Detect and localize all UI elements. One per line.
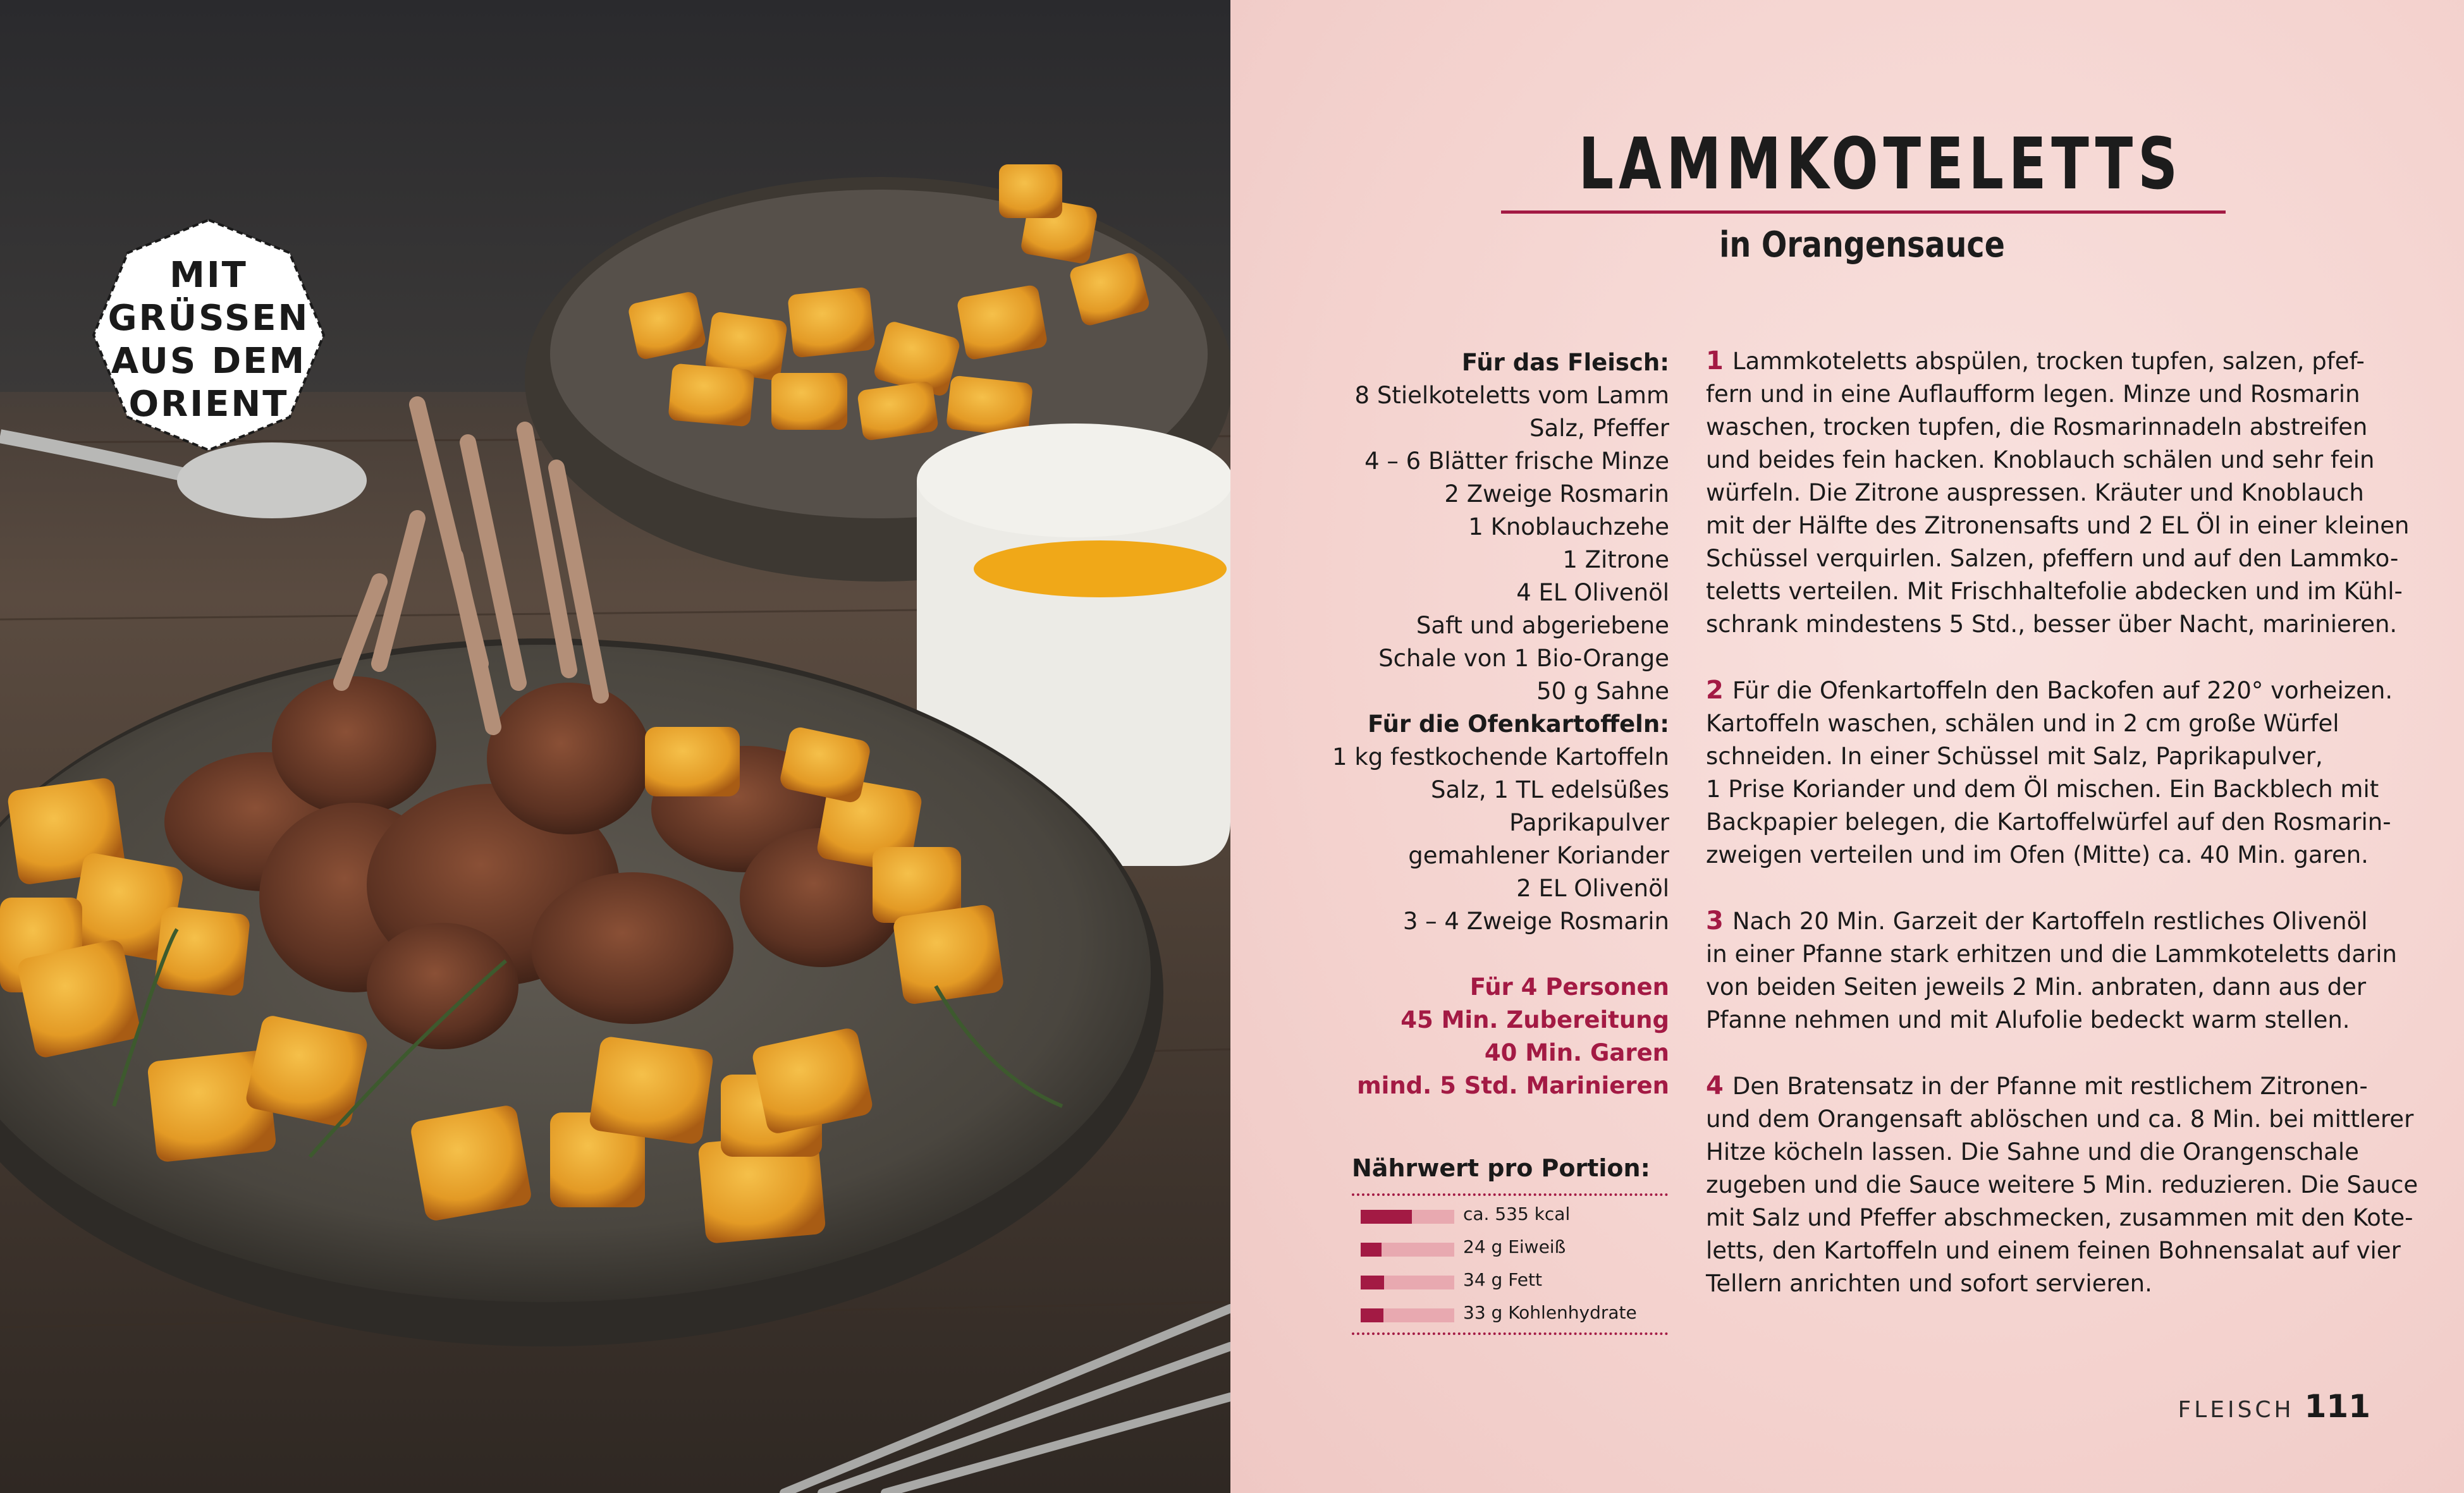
meta-item: 40 Min. Garen [1484, 1039, 1669, 1066]
step-line: würfeln. Die Zitrone auspressen. Kräuter und Knoblauch [1706, 479, 2364, 506]
step-line: Backpapier belegen, die Kartoffelwürfel auf den Rosmarin- [1706, 808, 2391, 836]
ingredient-item: Saft und abgeriebene [1416, 612, 1669, 639]
section-name: FLEISCH [2178, 1397, 2295, 1423]
recipe-subtitle: in Orangensauce [1719, 224, 2005, 265]
ingredient-item: 3 – 4 Zweige Rosmarin [1402, 908, 1669, 935]
recipe-title: LAMMKOTELETTS [1578, 123, 2183, 205]
ingredient-item: Paprikapulver [1509, 809, 1669, 836]
meta-item: Für 4 Personen [1469, 973, 1669, 1001]
ingredient-item: Schale von 1 Bio-Orange [1378, 645, 1669, 672]
title-divider [1501, 210, 2226, 214]
ingredient-heading: Für das Fleisch: [1461, 349, 1669, 376]
nutrition-label: 33 g Kohlenhydrate [1463, 1302, 1637, 1323]
step-line: teletts verteilen. Mit Frischhaltefolie abdecken und im Kühl- [1706, 578, 2403, 605]
step-line: schneiden. In einer Schüssel mit Salz, Paprikapulver, [1706, 743, 2323, 770]
ingredient-item: 2 Zweige Rosmarin [1444, 480, 1669, 508]
step-line: waschen, trocken tupfen, die Rosmarinnadeln abstreifen [1706, 413, 2368, 441]
step-line [1706, 674, 2395, 707]
badge-text [89, 254, 329, 426]
step-line [1706, 905, 2395, 938]
ingredient-item: 1 kg festkochende Kartoffeln [1332, 743, 1669, 771]
badge-line: GRÜSSEN [107, 298, 310, 339]
ingredient-item: 50 g Sahne [1536, 678, 1669, 705]
step-line: mit Salz und Pfeffer abschmecken, zusammen mit den Kote- [1706, 1204, 2413, 1231]
step-line: Tellern anrichten und sofort servieren. [1706, 1270, 2152, 1297]
nutrition-rule-bottom [1352, 1332, 1668, 1335]
ingredient-item: 8 Stielkoteletts vom Lamm [1354, 382, 1669, 409]
recipe-meta [1315, 971, 1669, 1102]
step-line: in einer Pfanne stark erhitzen und die Lammkoteletts darin [1706, 941, 2397, 968]
ingredient-item: 4 – 6 Blätter frische Minze [1364, 448, 1669, 475]
step-number: 2 [1706, 676, 1724, 705]
step-line [1706, 1069, 2395, 1103]
nutrition-title: Nährwert pro Portion: [1352, 1154, 1650, 1182]
ingredient-heading: Für die Ofenkartoffeln: [1368, 710, 1669, 738]
step-text: Den Bratensatz in der Pfanne mit restlichem Zitronen- [1732, 1073, 2368, 1100]
nutrition-rule-top [1352, 1193, 1668, 1196]
nutrition-bar-fill [1361, 1243, 1382, 1257]
orient-badge [89, 215, 329, 455]
badge-line: MIT [169, 255, 248, 296]
ingredient-item: gemahlener Koriander [1408, 842, 1669, 869]
step-line: Hitze köcheln lassen. Die Sahne und die Orangenschale [1706, 1138, 2359, 1166]
step-text: Nach 20 Min. Garzeit der Kartoffeln restliches Olivenöl [1732, 908, 2368, 935]
recipe-step [1706, 674, 2395, 872]
step-number: 4 [1706, 1071, 1724, 1100]
ingredient-item: 2 EL Olivenöl [1516, 875, 1669, 902]
nutrition-label: 24 g Eiweiß [1463, 1236, 1566, 1257]
nutrition-bar-fill [1361, 1308, 1383, 1322]
recipe-photo [0, 0, 1230, 1493]
recipe-step [1706, 344, 2410, 641]
recipe-steps [1706, 344, 2418, 1333]
badge-line: ORIENT [128, 384, 289, 425]
fork [784, 1308, 1230, 1493]
ingredient-list [1315, 346, 1669, 938]
step-line: und beides fein hacken. Knoblauch schälen und sehr fein [1706, 446, 2375, 473]
step-line: fern und in eine Auflaufform legen. Minze und Rosmarin [1706, 381, 2360, 408]
nutrition-label: 34 g Fett [1463, 1269, 1542, 1290]
ingredient-item: 4 EL Olivenöl [1516, 579, 1669, 606]
step-line: Kartoffeln waschen, schälen und in 2 cm große Würfel [1706, 710, 2339, 737]
step-line: zweigen verteilen und im Ofen (Mitte) ca. 40 Min. garen. [1706, 841, 2369, 868]
nutrition-bar [1361, 1210, 1454, 1224]
ingredient-item: 1 Zitrone [1562, 546, 1669, 573]
ingredient-item: 1 Knoblauchzehe [1468, 513, 1669, 540]
ingredient-item: Salz, Pfeffer [1529, 415, 1669, 442]
step-text: Lammkoteletts abspülen, trocken tupfen, salzen, pfef- [1732, 348, 2365, 375]
nutrition-bar [1361, 1308, 1454, 1322]
nutrition-bar [1361, 1276, 1454, 1289]
step-line: Pfanne nehmen und mit Alufolie bedeckt warm stellen. [1706, 1006, 2350, 1033]
page-footer [2178, 1388, 2370, 1425]
step-line [1706, 344, 2395, 378]
recipe-step [1706, 1069, 2418, 1300]
step-line: 1 Prise Koriander und dem Öl mischen. Ein Backblech mit [1706, 776, 2379, 803]
nutrition-bar-fill [1361, 1210, 1412, 1224]
ingredient-item: Salz, 1 TL edelsüßes [1430, 776, 1669, 803]
nutrition-bar [1361, 1243, 1454, 1257]
nutrition-bar-fill [1361, 1276, 1384, 1289]
recipe-step [1706, 905, 2395, 1037]
badge-line: AUS DEM [111, 341, 307, 382]
step-line: und dem Orangensaft ablöschen und ca. 8 Min. bei mittlerer [1706, 1106, 2414, 1133]
step-number: 1 [1706, 346, 1724, 375]
step-line: schrank mindestens 5 Std., besser über Nacht, marinieren. [1706, 611, 2398, 638]
step-line: letts, den Kartoffeln und einem feinen Bohnensalat auf vier [1706, 1237, 2401, 1264]
nutrition-label: ca. 535 kcal [1463, 1204, 1571, 1224]
step-text: Für die Ofenkartoffeln den Backofen auf 220° vorheizen. [1732, 677, 2393, 704]
step-line: von beiden Seiten jeweils 2 Min. anbraten, dann aus der [1706, 973, 2367, 1001]
meta-item: mind. 5 Std. Marinieren [1357, 1072, 1669, 1099]
page-number: 111 [2304, 1388, 2370, 1425]
step-line: zugeben und die Sauce weitere 5 Min. reduzieren. Die Sauce [1706, 1171, 2418, 1198]
step-line: mit der Hälfte des Zitronensafts und 2 EL Öl in einer kleinen [1706, 512, 2410, 539]
step-line: Schüssel verquirlen. Salzen, pfeffern und auf den Lammko- [1706, 545, 2399, 572]
meta-item: 45 Min. Zubereitung [1401, 1006, 1669, 1033]
step-number: 3 [1706, 906, 1724, 935]
